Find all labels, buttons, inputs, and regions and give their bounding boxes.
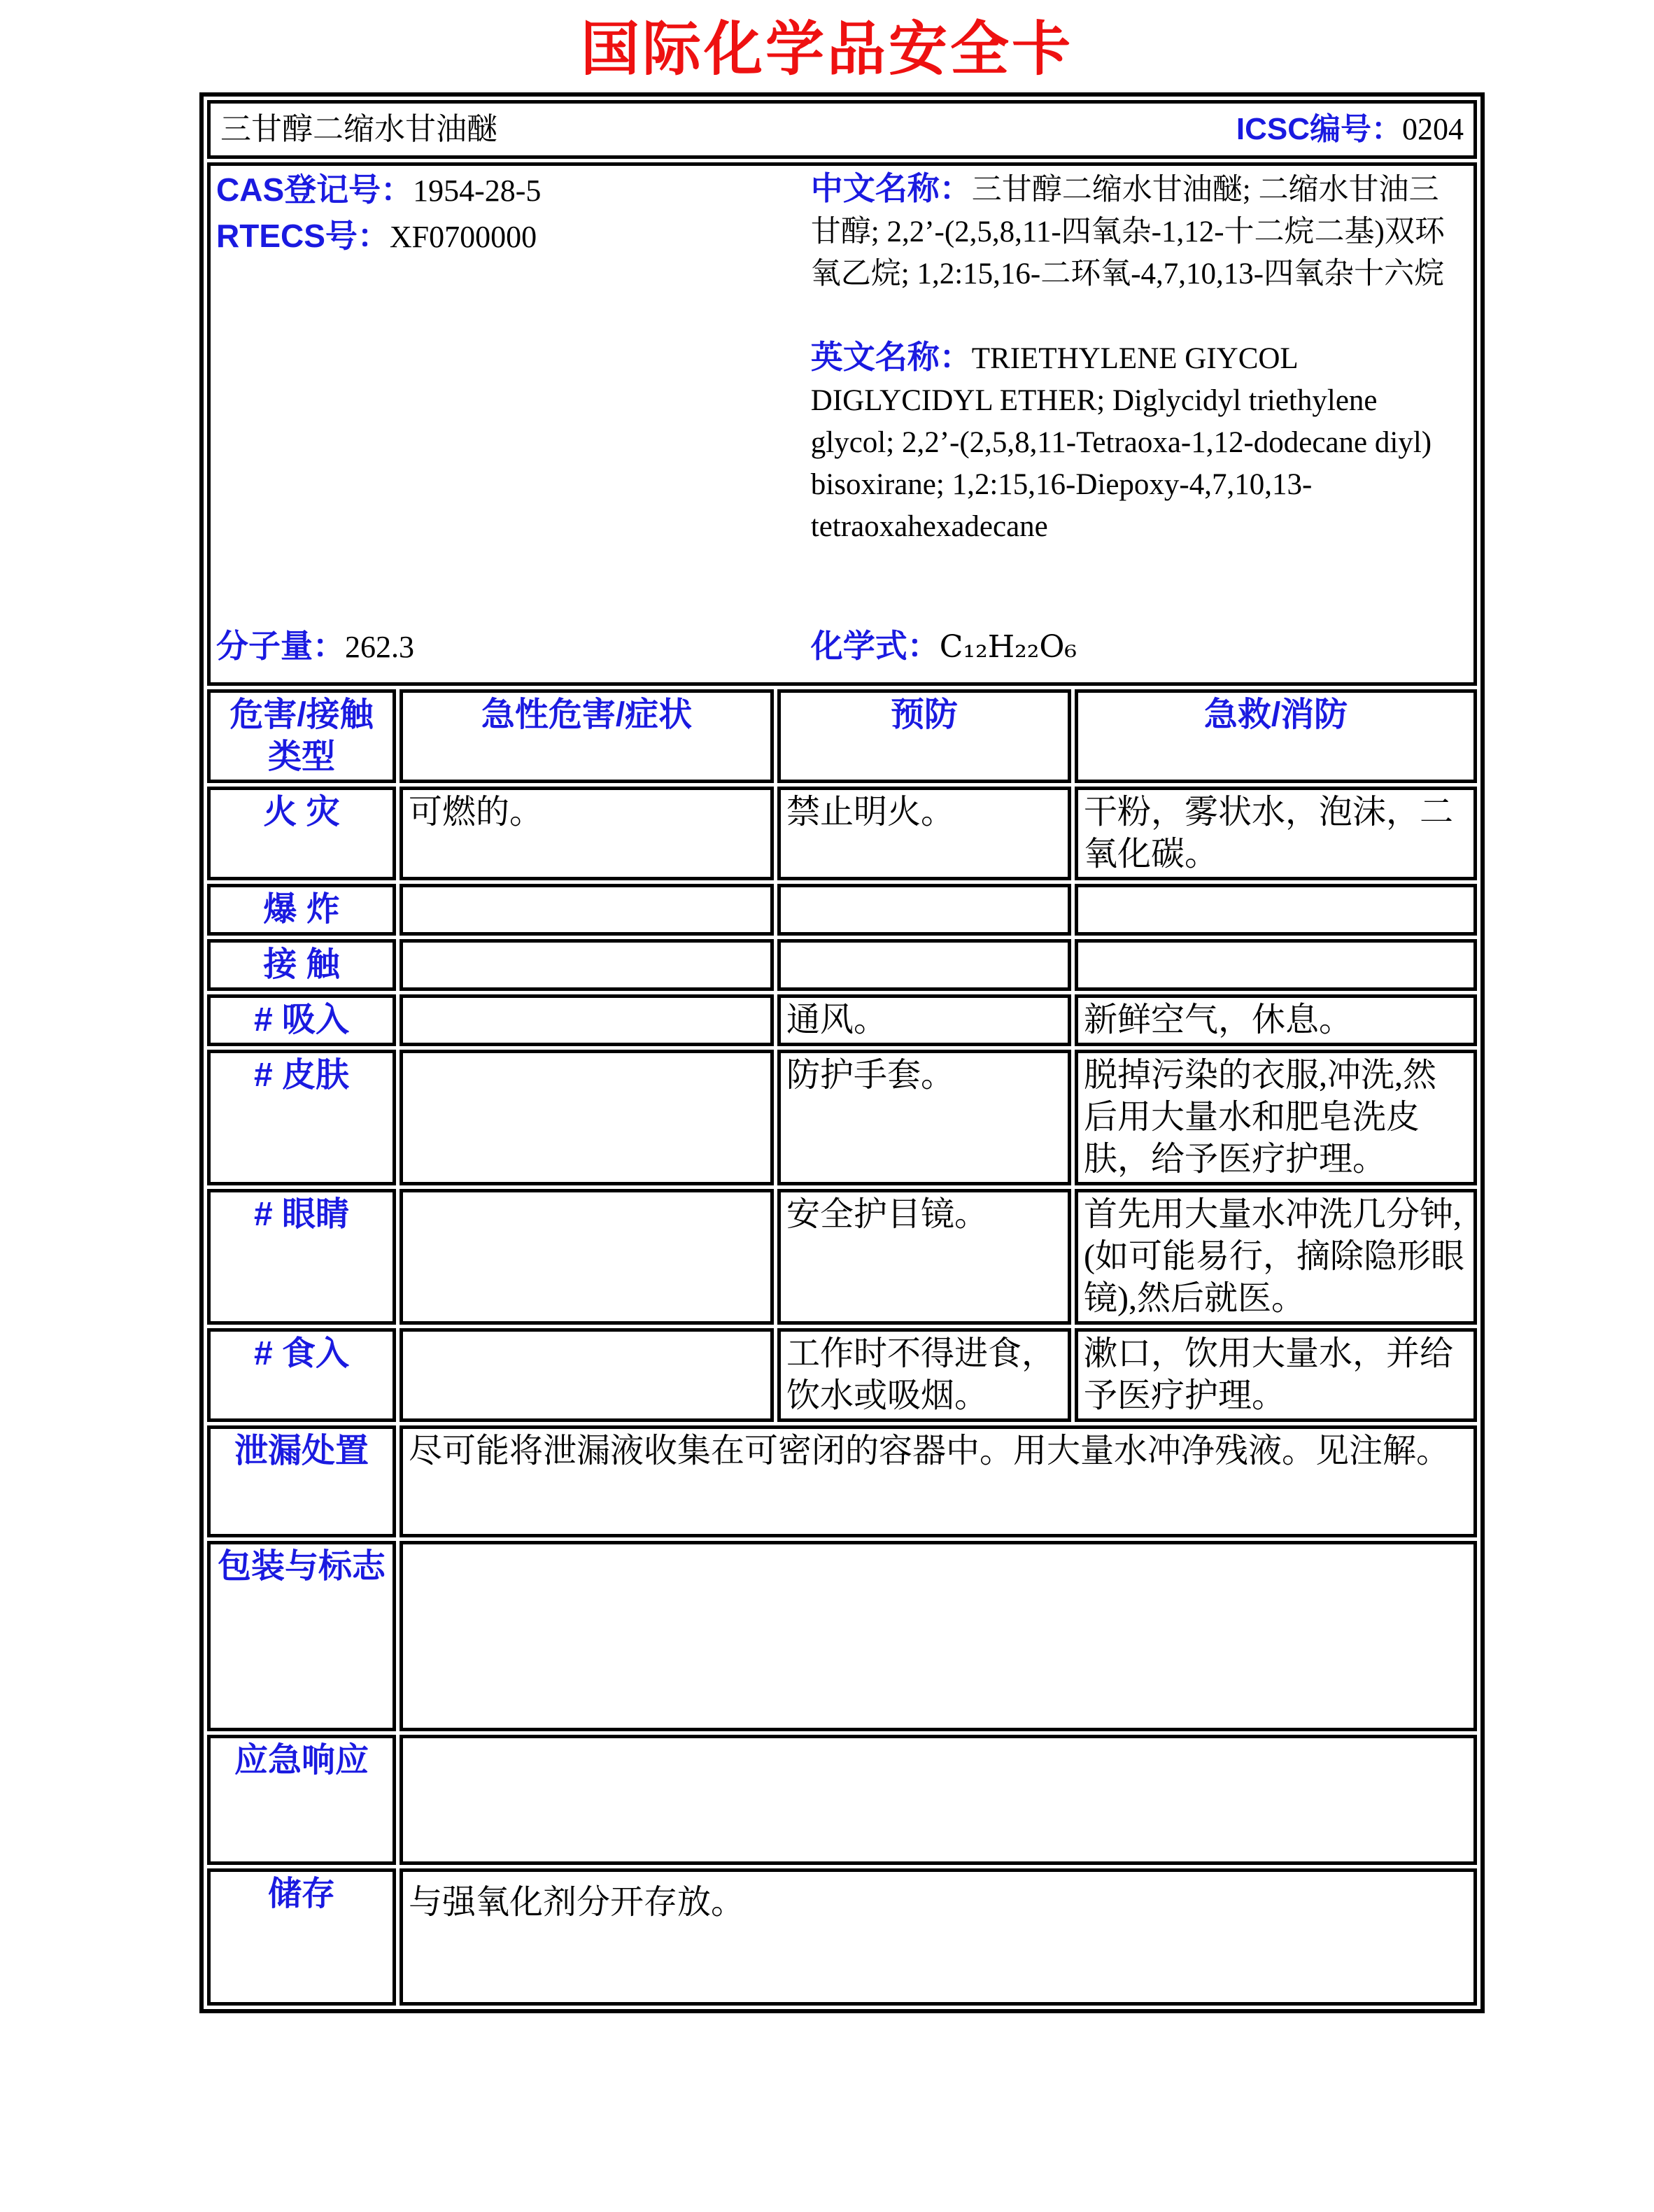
section-label: 泄漏处置 [207,1425,396,1537]
formula-line [811,624,1468,681]
hazard-type-label: # 吸入 [207,994,396,1046]
hazard-type-label: 火 灾 [207,787,396,880]
rtecs-line [216,213,811,260]
prevention-cell [777,884,1071,936]
formula-value: C₁₂H₂₂O₆ [939,629,1077,665]
hazard-type-label: 爆 炸 [207,884,396,936]
section-row-spill-disposal [207,1425,1477,1537]
hazard-row-inhalation [207,994,1477,1046]
first-aid-cell: 干粉，雾状水，泡沫，二氧化碳。 [1075,787,1477,880]
section-label: 包装与标志 [207,1541,396,1731]
section-content [400,1735,1477,1865]
hazard-row-skin [207,1050,1477,1185]
section-row-emergency-response [207,1735,1477,1865]
hazard-row-ingestion [207,1328,1477,1422]
hazard-type-label: # 皮肤 [207,1050,396,1185]
first-aid-cell: 新鲜空气，休息。 [1075,994,1477,1046]
section-content: 尽可能将泄漏液收集在可密闭的容器中。用大量水冲净残液。见注解。 [400,1425,1477,1537]
section-label: 储存 [207,1868,396,2006]
symptoms-cell [400,1328,774,1422]
cas-label: CAS登记号： [216,171,414,208]
section-label: 应急响应 [207,1735,396,1865]
first-aid-cell: 漱口，饮用大量水，并给予医疗护理。 [1075,1328,1477,1422]
prevention-cell: 禁止明火。 [777,787,1071,880]
chinese-name-text: 三甘醇二缩水甘油醚; 二缩水甘油三甘醇; 2,2’-(2,5,8,11-四氧杂-1,12-十二烷二基)双环氧乙烷; 1,2:15,16-二环氧-4,7,10,13-四氧杂十六烷 [810,174,1445,290]
english-name-text: TRIETHYLENE GIYCOL DIGLYCIDYL ETHER; Diglycidyl triethylene glycol; 2,2’-(2,5,8,11-Tetraoxa-1,12-dodecane diyl) bisoxirane; 1,2:15,16-Diepoxy-4,7,10,13-tetraoxahexadecane [810,342,1432,543]
rtecs-value: XF0700000 [389,220,537,254]
hazard-row-contact [207,939,1477,991]
molecular-weight-line [216,624,811,681]
cas-value: 1954-28-5 [413,174,542,208]
hazard-type-label: # 眼睛 [207,1189,396,1325]
english-name-label: 英文名称： [810,339,972,375]
card-header-row [207,100,1477,159]
first-aid-cell: 脱掉污染的衣服,冲洗,然后用大量水和肥皂洗皮肤，给予医疗护理。 [1075,1050,1477,1185]
hazard-header-row [207,689,1477,783]
substance-name: 三甘醇二缩水甘油醚 [220,112,497,146]
page-title: 国际化学品安全卡 [580,17,1073,83]
prevention-cell: 安全护目镜。 [777,1189,1071,1325]
section-row-packaging-labelling [207,1541,1477,1731]
symptoms-cell [400,1189,774,1325]
hazard-type-label: 接 触 [207,939,396,991]
icsc-number-value: 0204 [1402,112,1464,146]
icsc-number-label: ICSC编号： [1236,112,1402,146]
column-header-first-aid: 急救/消防 [1075,689,1477,783]
section-row-storage [207,1868,1477,2006]
symptoms-cell [400,939,774,991]
info-row [207,162,1477,686]
chinese-name-paragraph [811,167,1468,295]
cas-line [216,167,811,213]
column-header-prevention: 预防 [777,689,1071,783]
hazard-row-explosion [207,884,1477,936]
info-cell [207,162,1477,686]
prevention-cell: 工作时不得进食，饮水或吸烟。 [777,1328,1071,1422]
symptoms-cell: 可燃的。 [400,787,774,880]
hazard-type-label: # 食入 [207,1328,396,1422]
symptoms-cell [400,994,774,1046]
icsc-card-table [199,92,1485,2013]
english-name-paragraph [811,336,1468,548]
hazard-row-fire [207,787,1477,880]
prevention-cell [777,939,1071,991]
first-aid-cell [1075,884,1477,936]
rtecs-label: RTECS号： [216,218,390,254]
molecular-weight-value: 262.3 [345,630,414,664]
column-header-hazard-type: 危害/接触类型 [207,689,396,783]
symptoms-cell [400,884,774,936]
chinese-name-label: 中文名称： [810,170,972,206]
formula-label: 化学式： [810,628,940,664]
symptoms-cell [400,1050,774,1185]
molecular-weight-label: 分子量： [216,628,345,664]
prevention-cell: 通风。 [777,994,1071,1046]
column-header-symptoms: 急性危害/症状 [400,689,774,783]
section-content: 与强氧化剂分开存放。 [400,1868,1477,2006]
card-header-cell [207,100,1477,159]
prevention-cell: 防护手套。 [777,1050,1071,1185]
icsc-number-group [1236,108,1464,150]
first-aid-cell [1075,939,1477,991]
names-block [811,167,1468,624]
first-aid-cell: 首先用大量水冲洗几分钟,(如可能易行，摘除隐形眼镜),然后就医。 [1075,1189,1477,1325]
section-content [400,1541,1477,1731]
hazard-row-eyes [207,1189,1477,1325]
identifier-block [216,167,811,624]
